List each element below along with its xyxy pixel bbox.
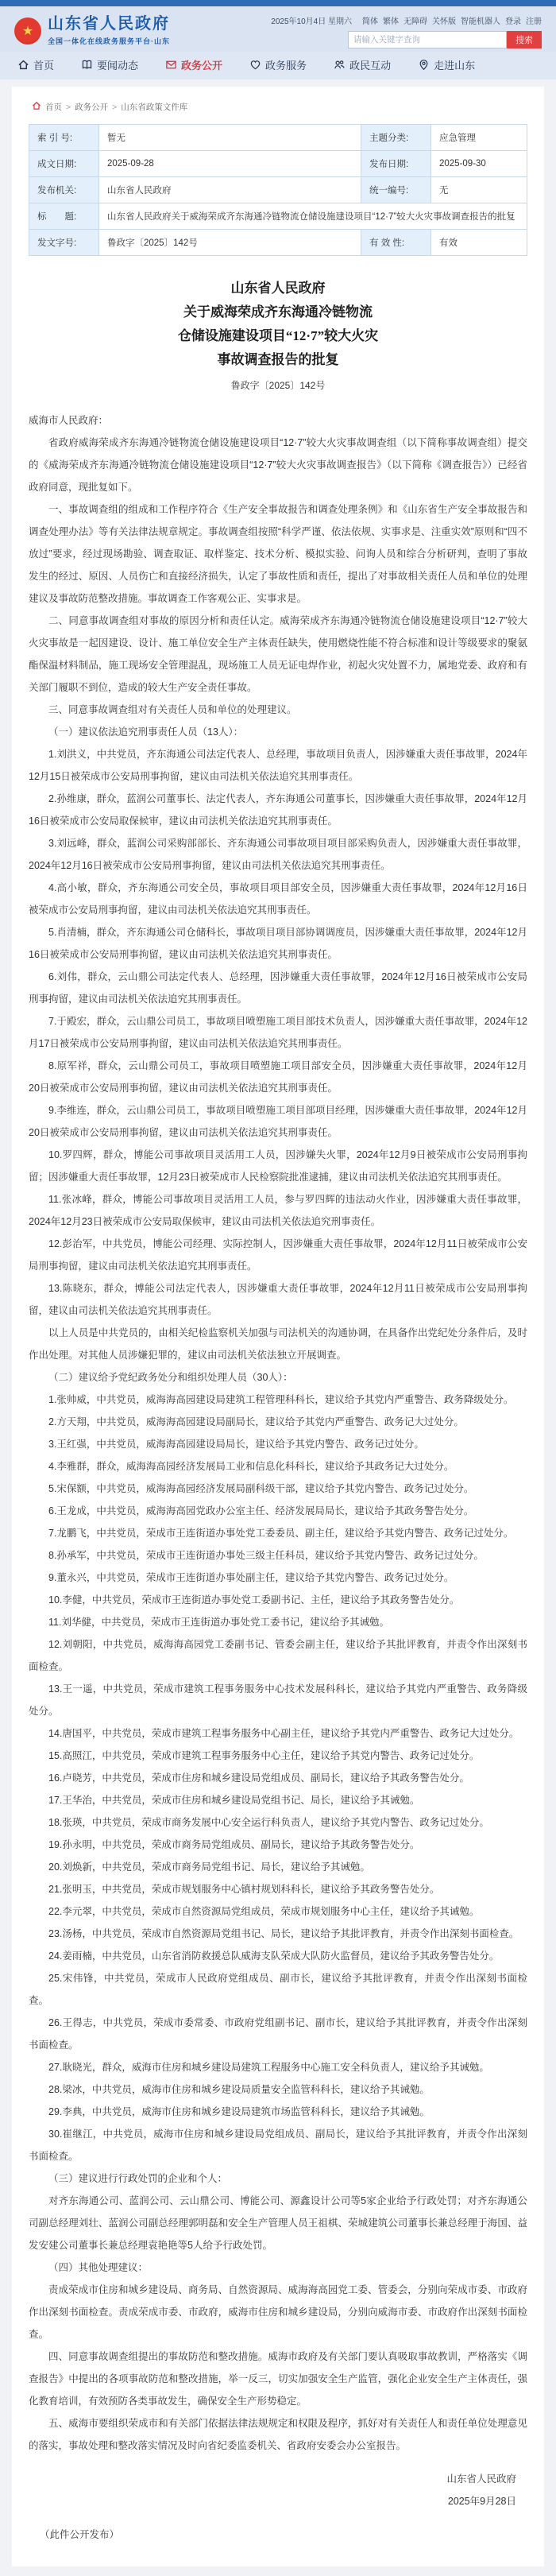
meta-value: 暂无 xyxy=(99,125,361,151)
document-paragraph: 22.李元翠，中共党员，荣成市自然资源局党组成员，荣成市规划服务中心主任，建议给予其诫勉。 xyxy=(48,1906,480,1917)
breadcrumb-separator: > xyxy=(66,102,71,112)
header-top-links xyxy=(271,14,542,26)
document-paragraph: 28.梁冰，中共党员，威海市住房和城乡建设局质量安全监管科科长，建议给予其诫勉。 xyxy=(48,2084,430,2095)
breadcrumb-home-icon xyxy=(32,101,41,113)
site-title: 山东省人民政府 xyxy=(48,15,170,33)
nav-item-政民互动[interactable] xyxy=(334,57,391,72)
nav-item-label: 首页 xyxy=(33,60,55,72)
signature-block xyxy=(29,2468,527,2512)
home-icon xyxy=(17,59,29,71)
document-paragraph: 五、威海市要组织荣成市和有关部门依据法律法规规定和权限及程序，抓好对有关责任人和责任单位处理意见的落实，事故处理和整改落实情况及时向省纪委监委机关、省政府安委会办公室报告。 xyxy=(29,2418,527,2451)
nav-item-label: 政民互动 xyxy=(349,60,392,72)
document-paragraph: 11.张冰峰，群众，博能公司事故项目灵活用工人员，参与罗四辉的违法动火作业，因涉嫌重大责任事故罪，2024年12月23日被荣成市公安局取保候审，建议由司法机关依法追究刑事责任。 xyxy=(29,1194,527,1227)
site-logo[interactable] xyxy=(14,13,170,48)
document-paragraph: 5.宋保额，中共党员，威海海高园经济发展局副科级干部，建议给予其党内警告、政务记过处分。 xyxy=(48,1483,474,1494)
document-title-line: 关于威海荣成齐东海通冷链物流 xyxy=(183,304,373,320)
document-paragraph: 30.崔继江，中共党员，威海市住房和城乡建设局党组成员、副局长，建议给予其批评教育，并责令作出深刻书面检查。 xyxy=(29,2129,527,2162)
document-paragraph: 9.李维连，群众，云山鼎公司员工，事故项目喷塑施工项目部项目经理，因涉嫌重大责任事故罪，2024年12月20日被荣成市公安局刑事拘留，建议由司法机关依法追究其刑事责任。 xyxy=(29,1105,527,1138)
document-paragraph: 17.王华治，中共党员，荣成市住房和城乡建设局党组书记、局长，建议给予其诫勉。 xyxy=(48,1795,420,1806)
meta-label: 成文日期: xyxy=(29,151,99,177)
document-paragraph: 19.孙永明，中共党员，荣成市商务局党组成员、副局长，建议给予其政务警告处分。 xyxy=(48,1839,420,1850)
meta-value: 山东省人民政府 xyxy=(99,177,361,203)
meta-label: 主题分类: xyxy=(361,125,431,151)
document-paragraph: 7.于殿宏，群众，云山鼎公司员工，事故项目喷塑施工项目部技术负责人，因涉嫌重大责任事故罪，2024年12月17日被荣成市公安局刑事拘留，建议由司法机关依法追究其刑事责任。 xyxy=(29,1016,527,1049)
document-paragraph: 8.原军祥，群众，云山鼎公司员工，事故项目喷塑施工项目部安全员，因涉嫌重大责任事故罪，2024年12月20日被荣成市公安局刑事拘留，建议由司法机关依法追究其刑事责任。 xyxy=(29,1060,527,1094)
nav-item-label: 政务公开 xyxy=(181,60,223,72)
header-link-2[interactable]: 无障碍 xyxy=(403,17,427,26)
search-bar xyxy=(348,31,542,48)
nav-item-走进山东[interactable] xyxy=(418,57,475,72)
meta-value: 鲁政字〔2025〕142号 xyxy=(99,230,361,256)
document-paragraph: 5.肖清楠，群众，齐东海通公司仓储科长，事故项目项目部协调调度员，因涉嫌重大责任事故罪，2024年12月16日被荣成市公安局刑事拘留，建议由司法机关依法追究其刑事责任。 xyxy=(29,927,527,960)
breadcrumb-separator: > xyxy=(112,102,118,112)
document-paragraph: 26.王得志，中共党员，荣成市委常委、市政府党组副书记、副市长，建议给予其批评教育，并责令作出深刻书面检查。 xyxy=(29,2017,527,2051)
header-link-1[interactable]: 繁体 xyxy=(383,17,399,26)
search-button[interactable]: 搜索 xyxy=(507,31,542,48)
signature-org: 山东省人民政府 xyxy=(446,2473,516,2485)
document-paragraph: 8.孙承军，中共党员，荣成市王连街道办事处三级主任科员，建议给予其党内警告、政务记过处分。 xyxy=(48,1550,484,1561)
document-meta-table xyxy=(29,124,527,256)
document-paragraph: 对齐东海通公司、蓝润公司、云山鼎公司、博能公司、源鑫设计公司等5家企业给予行政处罚；对齐东海通公司副总经理刘壮、蓝润公司副总经理郭明磊和安全生产管理人员王祖棋、荣城建筑公司董事长兼总经理于海国、益发安建公司董事长兼总经理袁艳艳等5人给予行政处罚。 xyxy=(29,2195,527,2251)
content-card xyxy=(12,87,544,2566)
document-paragraph: 10.罗四辉，群众，博能公司事故项目灵活用工人员，因涉嫌失火罪，2024年12月9日被荣成市公安局刑事拘留；因涉嫌重大责任事故罪，12月23日被荣成市人民检察院批准逮捕，建议由司法机关依法追究其刑事责任。 xyxy=(29,1149,527,1183)
interaction-icon xyxy=(334,59,346,71)
document-paragraph: 25.宋伟锋，中共党员，荣成市人民政府党组成员、副市长，建议给予其批评教育，并责令作出深刻书面检查。 xyxy=(29,1973,527,2006)
document-paragraph: 6.刘伟，群众，云山鼎公司法定代表人、总经理，因涉嫌重大责任事故罪，2024年12月16日被荣成市公安局刑事拘留，建议由司法机关依法追究其刑事责任。 xyxy=(29,971,527,1005)
header-link-3[interactable]: 关怀版 xyxy=(432,17,456,26)
document-paragraph: 三、同意事故调查组对有关责任人员和单位的处理建议。 xyxy=(48,704,297,715)
document-paragraph: 4.李雅群，群众，威海海高园经济发展局工业和信息化科科长，建议给予其政务记大过处分。 xyxy=(48,1461,454,1472)
document-paragraph: 责成荣成市住房和城乡建设局、商务局、自然资源局、威海海高园党工委、管委会，分别向荣成市委、市政府作出深刻书面检查。责成荣成市委、市政府，威海市住房和城乡建设局，分别向威海市委、市政府作出深刻书面检查。 xyxy=(29,2284,527,2340)
public-release-note: （此件公开发布） xyxy=(40,2529,120,2540)
top-strip xyxy=(0,0,556,6)
site-header xyxy=(0,6,556,52)
nav-item-政务服务[interactable] xyxy=(249,57,307,72)
document-paragraph: 6.王龙成，中共党员，威海海高园党政办公室主任、经济发展局局长，建议给予其政务警告处分。 xyxy=(48,1505,474,1517)
document-paragraph: 27.耿晓光，群众，威海市住房和城乡建设局建筑工程服务中心施工安全科负责人，建议给予其诫勉。 xyxy=(48,2062,489,2073)
document-paragraph: 2.方天翔，中共党员，威海海高园建设局副局长，建议给予其党内严重警告、政务记大过处分。 xyxy=(48,1416,464,1427)
document-paragraph: 一、事故调查组的组成和工作程序符合《生产安全事故报告和调查处理条例》和《山东省生产安全事故报告和调查处理办法》等有关法律法规章规定。事故调查组按照“科学严谨、依法依规、实事求是、注重实效”原则和“四不放过”要求，经过现场勘验、调查取证、取样鉴定、技术分析、模拟实验、问询人员和综合分析研判，查明了事故发生的经过、原因、人员伤亡和直接经济损失，认定了事故性质和责任，提出了对事故相关责任人员和单位的处理建议及事故防范整改措施。事故调查工作客观公正、实事求是。 xyxy=(29,504,527,604)
meta-value: 应急管理 xyxy=(431,125,527,151)
header-link-6[interactable]: 注册 xyxy=(526,17,542,26)
meta-value: 2025-09-30 xyxy=(431,151,527,177)
meta-table-row xyxy=(29,230,527,256)
document-paragraph: 1.刘洪义，中共党员，齐东海通公司法定代表人、总经理，事故项目负责人，因涉嫌重大责任事故罪，2024年12月15日被荣成市公安局刑事拘留，建议由司法机关依法追究其刑事责任。 xyxy=(29,749,527,782)
meta-table-row xyxy=(29,203,527,230)
document-paragraph: 3.王红强，中共党员，威海海高园建设局局长，建议给予其党内警告、政务记过处分。 xyxy=(48,1439,424,1450)
meta-label: 发布机关: xyxy=(29,177,99,203)
document-paragraph: 13.陈晓东，群众，博能公司法定代表人，因涉嫌重大责任事故罪，2024年12月11日被荣成市公安局刑事拘留，建议由司法机关依法追究其刑事责任。 xyxy=(29,1283,527,1316)
document-paragraph: 16.卢晓芳，中共党员，荣成市住房和城乡建设局党组成员、副局长，建议给予其政务警告处分。 xyxy=(48,1772,469,1784)
meta-label: 索 引 号: xyxy=(29,125,99,151)
document-paragraph: 1.张帅威，中共党员，威海海高园建设局建筑工程管理科科长，建议给予其党内严重警告、政务降级处分。 xyxy=(48,1394,514,1405)
document-paragraph: 23.汤杨，中共党员，荣成市自然资源局党组书记、局长，建议给予其批评教育，并责令作出深刻书面检查。 xyxy=(48,1928,519,1939)
document-paragraph: 24.姜雨楠，中共党员，山东省消防救援总队威海支队荣成大队防火监督员，建议给予其政务警告处分。 xyxy=(48,1950,500,1962)
document-paragraph: （三）建议进行行政处罚的企业和个人： xyxy=(48,2173,228,2184)
site-subtitle: 全国一体化在线政务服务平台·山东 xyxy=(48,37,170,45)
document-paragraph: （四）其他处理建议： xyxy=(48,2262,149,2273)
salutation: 威海市人民政府： xyxy=(29,415,109,426)
nav-item-label: 走进山东 xyxy=(434,60,476,72)
breadcrumb-item-1[interactable]: 政务公开 xyxy=(75,103,109,112)
document-paragraph: 29.李典，中共党员，威海市住房和城乡建设局建筑市场监管科科长，建议给予其诫勉。 xyxy=(48,2106,430,2117)
news-icon xyxy=(81,59,93,71)
document-paragraph: 20.刘焕新，中共党员，荣成市商务局党组书记、局长，建议给予其诫勉。 xyxy=(48,1861,370,1873)
meta-value: 2025-09-28 xyxy=(99,151,361,177)
nav-item-要闻动态[interactable] xyxy=(81,57,138,72)
header-link-4[interactable]: 智能机器人 xyxy=(461,17,500,26)
header-date: 2025年10月4日 星期六 xyxy=(271,17,352,26)
meta-label: 标 题: xyxy=(29,203,99,230)
meta-table-row xyxy=(29,177,527,203)
meta-value: 有效 xyxy=(431,230,527,256)
search-input[interactable] xyxy=(348,31,507,48)
signature-date: 2025年9月28日 xyxy=(447,2496,516,2507)
meta-label: 发布日期: xyxy=(361,151,431,177)
meta-table-row xyxy=(29,151,527,177)
document-body xyxy=(29,409,527,2457)
nav-item-label: 要闻动态 xyxy=(97,60,139,72)
document-title xyxy=(29,277,527,372)
document-paragraph: 12.彭治军，中共党员，博能公司经理、实际控制人，因涉嫌重大责任事故罪，2024年12月11日被荣成市公安局刑事拘留，建议由司法机关依法追究其刑事责任。 xyxy=(29,1238,527,1272)
document-paragraph: 2.孙维康，群众，蓝润公司董事长、法定代表人，齐东海通公司董事长，因涉嫌重大责任事故罪，2024年12月16日被荣成市公安局取保候审，建议由司法机关依法追究其刑事责任。 xyxy=(29,793,527,827)
document-paragraph: 省政府威海荣成齐东海通冷链物流仓储设施建设项目“12·7”较大火灾事故调查组（以下简称事故调查组）提交的《威海荣成齐东海通冷链物流仓储设施建设项目“12·7”较大火灾事故调查报告》（以下简称《调查报告》）已经省政府同意，现批复如下。 xyxy=(29,437,527,493)
breadcrumb-item-0[interactable]: 首页 xyxy=(45,103,62,112)
document-paragraph: 11.刘华健，中共党员，荣成市王连街道办事处党工委书记，建议给予其诫勉。 xyxy=(48,1617,389,1628)
document-number: 鲁政字〔2025〕142号 xyxy=(230,380,326,391)
header-link-5[interactable]: 登录 xyxy=(505,17,521,26)
document-paragraph: 7.龙鹏飞，中共党员，荣成市王连街道办事处党工委委员、副主任，建议给予其党内警告、政务记过处分。 xyxy=(48,1528,514,1539)
document-paragraph: 21.张明玉，中共党员，荣成市规划服务中心镇村规划科科长，建议给予其政务警告处分。 xyxy=(48,1884,440,1895)
meta-label: 有 效 性: xyxy=(361,230,431,256)
meta-label: 发文字号: xyxy=(29,230,99,256)
document-paragraph: 4.高小敏，群众，齐东海通公司安全员，事故项目项目部安全员，因涉嫌重大责任事故罪，2024年12月16日被荣成市公安局刑事拘留，建议由司法机关依法追究其刑事责任。 xyxy=(29,882,527,916)
document-title-line: 事故调查报告的批复 xyxy=(217,352,339,367)
document-paragraph: （二）建议给予党纪政务处分和组织处理人员（30人）： xyxy=(48,1372,293,1383)
breadcrumb xyxy=(29,99,527,124)
meta-table-row xyxy=(29,125,527,151)
breadcrumb-item-2: 山东省政策文件库 xyxy=(121,103,188,112)
document-title-line: 山东省人民政府 xyxy=(230,281,326,296)
document-paragraph: 10.李健，中共党员，荣成市王连街道办事处党工委副书记、主任，建议给予其政务警告处分。 xyxy=(48,1594,460,1606)
service-icon xyxy=(249,59,261,71)
nav-item-label: 政务服务 xyxy=(265,60,307,72)
document-paragraph: 以上人员是中共党员的，由相关纪检监察机关加强与司法机关的沟通协调，在具备作出党纪处分条件后，及时作出处理。对其他人员涉嫌犯罪的，建议由司法机关依法独立开展调查。 xyxy=(29,1327,527,1361)
document-paragraph: 四、同意事故调查组提出的事故防范和整改措施。威海市政府及有关部门要认真吸取事故教训，严格落实《调查报告》中提出的各项事故防范和整改措施，举一反三，切实加强安全生产监管，强化企业安全生产主体责任，强化教育培训，有效预防各类事故发生，确保安全生产形势稳定。 xyxy=(29,2351,527,2407)
document-paragraph: 15.高照江，中共党员，荣成市建筑工程事务服务中心主任，建议给予其党内警告、政务记过处分。 xyxy=(48,1750,480,1761)
document-paragraph: 9.董永兴，中共党员，荣成市王连街道办事处副主任，建议给予其党内警告、政务记过处分。 xyxy=(48,1572,454,1583)
meta-label: 统一编号: xyxy=(361,177,431,203)
nav-item-首页[interactable] xyxy=(17,57,54,72)
main-nav xyxy=(0,52,556,79)
shandong-icon xyxy=(418,59,430,71)
meta-value: 无 xyxy=(431,177,527,203)
document-paragraph: 二、同意事故调查组对事故的原因分析和责任认定。威海荣成齐东海通冷链物流仓储设施建设项目“12·7”较大火灾事故是一起因建设、设计、施工单位安全生产主体责任缺失，使用燃烧性能不符合标准和设计等级要求的聚氨酯保温材料制品，施工现场安全管理混乱，现场施工人员无证电焊作业，初起火灾处置不力，属地党委、政府和有关部门履职不到位，造成的较大生产安全责任事故。 xyxy=(29,615,527,693)
document-paragraph: 18.张瑛，中共党员，荣成市商务发展中心安全运行科负责人，建议给予其党内警告、政务记过处分。 xyxy=(48,1817,489,1828)
document-paragraph: 3.刘远峰，群众，蓝润公司采购部部长、齐东海通公司事故项目项目部采购负责人，因涉嫌重大责任事故罪，2024年12月16日被荣成市公安局刑事拘留，建议由司法机关依法追究其刑事责任。 xyxy=(29,838,527,871)
header-link-0[interactable]: 简体 xyxy=(362,17,378,26)
document-paragraph: 14.唐国平，中共党员，荣成市建筑工程事务服务中心副主任，建议给予其党内严重警告、政务记大过处分。 xyxy=(48,1728,519,1739)
document-paragraph: 12.刘朝阳，中共党员，威海海高园党工委副书记、管委会副主任，建议给予其批评教育，并责令作出深刻书面检查。 xyxy=(29,1639,527,1672)
national-emblem-icon: ★ xyxy=(14,17,41,45)
document-paragraph: （一）建议依法追究刑事责任人员（13人）： xyxy=(48,726,244,738)
document-title-line: 仓储设施建设项目“12·7”较大火灾 xyxy=(177,328,379,343)
disclosure-icon xyxy=(165,59,177,71)
nav-item-政务公开[interactable] xyxy=(165,57,222,72)
document-paragraph: 13.王一遥，中共党员，荣成市建筑工程事务服务中心技术发展科科长，建议给予其党内严重警告、政务降级处分。 xyxy=(29,1683,527,1717)
meta-value: 山东省人民政府关于威海荣成齐东海通冷链物流仓储设施建设项目“12·7”较大火灾事故调查报告的批复 xyxy=(99,203,527,230)
